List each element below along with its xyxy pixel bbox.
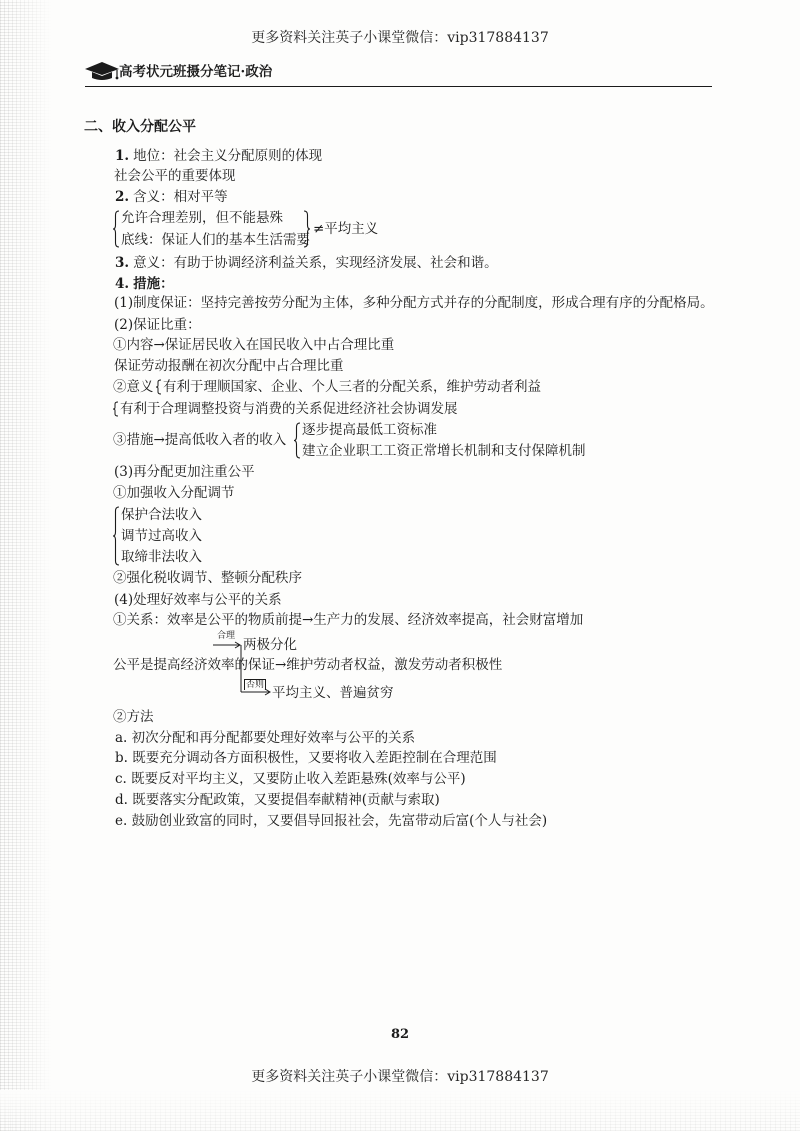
item-number: 4. (115, 276, 130, 292)
redistribution-item: 取缔非法收入 (121, 549, 202, 565)
section-title: 二、收入分配公平 (84, 119, 196, 135)
meaning-text: 含义：相对平等 (133, 189, 228, 205)
proportion-measure-item: 建立企业职工工资正常增长机制和支付保障机制 (302, 443, 586, 459)
graduation-cap-icon (84, 60, 120, 82)
branch-top-label: 合理 (217, 631, 236, 641)
measures-line (115, 276, 174, 292)
proportion-content: ①内容→保证居民收入在国民收入中占合理比重 (113, 337, 395, 353)
proportion-measure-label: ③措施→提高低收入者的收入 (113, 432, 287, 448)
left-brace (293, 422, 301, 459)
method-item: c. 既要反对平均主义，又要防止收入差距悬殊(效率与公平) (115, 771, 466, 787)
item-number: 1. (115, 148, 130, 164)
scan-edge-noise (0, 0, 52, 1131)
proportion-title: (2)保证比重： (114, 317, 201, 333)
branch-bottom-label: 否则 (246, 680, 265, 690)
meaning-result: ≠平均主义 (313, 221, 379, 237)
watermark-top: 更多资料关注英子小课堂微信：vip317884137 (251, 30, 549, 46)
proportion-significance-item: 有利于合理调整投资与消费的关系促进经济社会协调发展 (120, 401, 458, 417)
method-item: e. 鼓励创业致富的同时，又要倡导回报社会，先富带动后富(个人与社会) (115, 813, 548, 829)
efficiency-relation: ①关系：效率是公平的物质前提→生产力的发展、经济效率提高，社会财富增加 (113, 612, 584, 628)
method-item: d. 既要落实分配政策，又要提倡奉献精神(贡献与索取) (115, 792, 440, 808)
redistribution-item: 保护合法收入 (121, 507, 202, 523)
significance-line (115, 255, 498, 271)
item-number: 2. (115, 189, 130, 205)
meaning-item: 允许合理差别，但不能悬殊 (121, 210, 283, 226)
left-brace (155, 379, 162, 395)
page-number: 82 (390, 1027, 410, 1042)
redistribution-title: (3)再分配更加注重公平 (114, 464, 255, 480)
header-title: 高考状元班摄分笔记·政治 (119, 64, 273, 80)
watermark-bottom: 更多资料关注英子小课堂微信：vip317884137 (251, 1069, 549, 1085)
left-brace (112, 401, 119, 417)
method-item: b. 既要充分调动各方面积极性，又要将收入差距控制在合理范围 (115, 750, 497, 766)
efficiency-fairness: 公平是提高经济效率的保证→维护劳动者权益，激发劳动者积极性 (113, 657, 503, 673)
redistribution-item: 调节过高收入 (121, 528, 202, 544)
proportion-content: 保证劳动报酬在初次分配中占合理比重 (114, 358, 344, 374)
left-brace (112, 506, 120, 566)
proportion-significance-label: ②意义 (113, 379, 154, 395)
header-rule (85, 86, 712, 87)
branch-top-result: 两极分化 (243, 637, 297, 653)
efficiency-title: (4)处理好效率与公平的关系 (114, 592, 282, 608)
proportion-significance-item: 有利于理顺国家、企业、个人三者的分配关系，维护劳动者利益 (163, 379, 541, 395)
method-item: a. 初次分配和再分配都要处理好效率与公平的关系 (115, 730, 416, 746)
meaning-line (115, 189, 228, 205)
system-guarantee: (1)制度保证：坚持完善按劳分配为主体，多种分配方式并存的分配制度，形成合理有序的分配格局。 (114, 295, 714, 311)
status-line (115, 148, 322, 164)
significance-text: 意义：有助于协调经济利益关系，实现经济发展、社会和谐。 (133, 255, 498, 271)
status-line-2: 社会公平的重要体现 (114, 168, 236, 184)
left-brace (112, 210, 120, 248)
meaning-item: 底线：保证人们的基本生活需要 (121, 232, 310, 248)
scan-bottom-noise (0, 1090, 800, 1131)
redistribution-sub1: ①加强收入分配调节 (113, 485, 235, 501)
redistribution-sub2: ②强化税收调节、整顿分配秩序 (113, 570, 302, 586)
method-title: ②方法 (113, 709, 154, 725)
proportion-measure-item: 逐步提高最低工资标准 (302, 422, 437, 438)
measures-text: 措施： (133, 276, 174, 292)
item-number: 3. (115, 255, 130, 271)
branch-bottom-result: 平均主义、普遍贫穷 (272, 685, 394, 701)
status-text: 地位：社会主义分配原则的体现 (133, 148, 323, 164)
right-brace (303, 210, 311, 248)
